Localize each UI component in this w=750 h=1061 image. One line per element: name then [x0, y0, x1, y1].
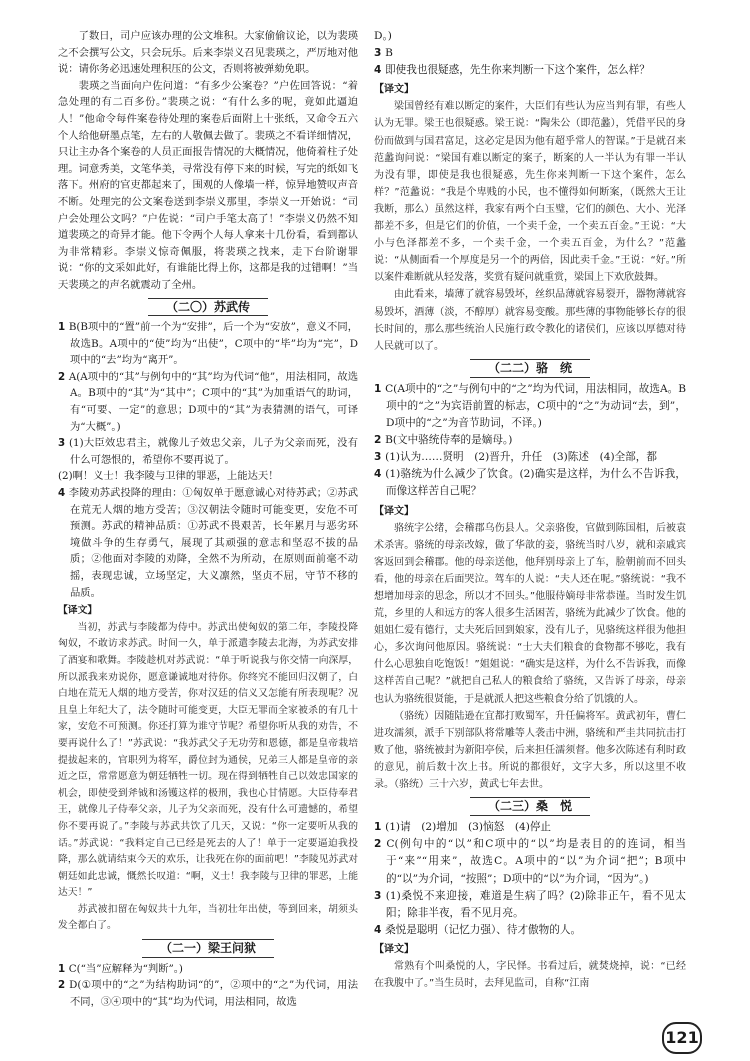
translation-label: 【译文】: [374, 505, 414, 517]
page-number: 121: [662, 1022, 702, 1054]
answer-item: 1 C(A项中的“之”与例句中的“之”均为代词，用法相同，故选A。B项中的“之”为宾语前置的标志，C项中的“之”为动词“去，到”，D项中的“之”为音节助词，不译。): [374, 382, 686, 430]
left-column: [58, 28, 358, 1010]
answer-item: 1 (1)请 (2)增加 (3)恼怒 (4)停止: [374, 821, 552, 834]
answer-item: 1 B(B项中的“置”前一个为“安排”，后一个为“安放”，意义不同，故选B。A项中的“使”均为“出使”，C项中的“毕”均为“完”，D项中的“去”均为“离开”。: [58, 321, 359, 367]
answer-item: 4 即使我也很疑惑，先生你来判断一下这个案件，怎么样？: [374, 64, 650, 77]
answer-item: 4 桑悦是聪明（记忆力强）、待才傲物的人。: [374, 923, 582, 936]
translation-label: 【译文】: [374, 943, 414, 955]
answer-item: 4 李陵劝苏武投降的理由：①匈奴单于愿意诚心对待苏武；②苏武在荒无人烟的地方受苦；③汉朝法令随时可能变更，安危不可预测。苏武的精神品质：①苏武不畏艰苦，长年累月与恶劣环境做斗争的生存勇气，展现了其顽强的意志和坚忍不拔的品质；②他面对李陵的劝降，全然不为所动，在原则面前毫不动摇，表现忠诚，立场坚定，大义凛然，坚贞不屈，守节不移的品质。: [58, 487, 359, 599]
paragraph: 了数日，司户应该办理的公文堆积。大家偷偷议论，以为裴瑛之不会撰写公文，只会玩乐。后来李崇义召见裴瑛之，严厉地对他说：请你务必迅速处理积压的公文，否则将被弹劾免职。: [58, 30, 358, 76]
section-title: （二三）桑 悦: [374, 797, 686, 816]
translation-text: 由此看来，墙薄了就容易毁坏，丝织品薄就容易裂开，器物薄就容易毁坏，酒薄（淡，不醇厚）就容易变酸。那些薄的事物能够长存的很长时间的，那么那些统治人民施行政令教化的诸侯们，应该以厚德对待人民就可以了。: [374, 289, 686, 352]
translation-label: 【译文】: [374, 84, 414, 96]
answer-item: 2 A(A项中的“其”与例句中的“其”均为代词“他”，用法相同，故选A。B项中的“其”为“其中”；C项中的“其”为加重语气的助词，有“可要、一定”的意思；D项中的“其”为表猜测的语气，可译为“大概”。): [58, 370, 359, 433]
paragraph: D。): [374, 30, 392, 42]
answer-item: 4 (1)骆统为什么减少了饮食。(2)确实是这样，为什么不告诉我，而像这样苦自己呢？: [374, 468, 687, 498]
answer-item: (2)啊！义士！我李陵与卫律的罪恶，上能达天！: [58, 470, 279, 483]
translation-text: （骆统）因随陆逊在宜都打败蜀军，升任偏将军。黄武初年，曹仁进攻濡须，派手下别部队将常雕等人袭击中洲，骆统和严圭共同抗击打败了他，骆统被封为新阳亭侯，后来担任濡须督。他多次陈述有利时政的意见，前后数十次上书。所说的都很好，文字大多，所以这里不收录。（骆统）三十六岁，黄武七年去世。: [374, 710, 686, 791]
answer-item: 3 (1)认为……贤明 (2)晋升，升任 (3)陈述 (4)全部，都: [374, 451, 657, 464]
section-title: （二〇）苏武传: [58, 298, 358, 317]
translation-text: 骆统字公绪，会稽郡乌伤县人。父亲骆俊，官做到陈国相，后被袁术杀害。骆统的母亲改嫁，做了华歆的妾，骆统当时八岁，就和亲戚宾客返回到会稽郡。他的母亲送他，他拜别母亲上了车，脸朝前而不回头看，他的母亲在后面哭泣。驾车的人说：“夫人还在呢。”骆统说：“我不想增加母亲的思念，所以才不回头。”他服侍嫡母非常恭谨。当时发生饥荒，乡里的人和远方的客人很多生活困苦，骆统为此减少了饮食。他的姐姐仁爱有德行，丈夫死后回到娘家，没有儿子，见骆统这样很为他担心，多次询问他原因。骆统说：“士大夫们粮食的食物都不够吃，我有什么心思独自吃饱饭！”姐姐说：“确实是这样，为什么不告诉我，而像这样苦自己呢？”就把自己私人的粮食给了骆统，又告诉了母亲，母亲也认为骆统很贤能，于是就派人把这些粮食分给了饥饿的人。: [374, 522, 686, 705]
section-title: （二二）骆 统: [374, 359, 686, 378]
right-column: [374, 28, 686, 992]
answer-item: 1 C(“当”应解释为“判断”。): [58, 962, 183, 975]
answer-item: 3 B: [374, 47, 393, 60]
translation-text: 苏武被扣留在匈奴共十九年，当初壮年出使，等到回来，胡须头发全都白了。: [58, 903, 358, 932]
translation-text: 常熟有个叫桑悦的人，字民怿。书看过后，就焚烧掉，说：“已经在我腹中了。”当生员时，去拜见监司，自称“江南: [374, 960, 686, 990]
answer-item: 2 C(例句中的“以”和C项中的“以”均是表目的的连词，相当于“来”“用来”，故选C。A项中的“以”为介词“把”；B项中的“以”为介词，“按照”；D项中的“以”为介词，“因为”。): [374, 838, 686, 885]
translation-label: 【译文】: [58, 605, 98, 617]
section-title: （二一）梁王问狱: [58, 939, 358, 958]
translation-text: 当初，苏武与李陵都为侍中。苏武出使匈奴的第二年，李陵投降匈奴，不敢访求苏武。时间一久，单于派遣李陵去北海，为苏武安排了酒宴和歌舞。李陵趁机对苏武说：“单于听说我与你交情一向深厚，所以派我来劝说你，愿意谦诚地对待你。你终究不能回归汉朝了，白白地在荒无人烟的地方受苦，你对汉廷的信义又怎能有所表现呢？况且皇上年纪大了，法令随时可能变更，大臣无罪而全家被杀的有几十家，安危不可预测。你还打算为谁守节呢？希望你听从我的劝告，不要再说什么了！”苏武说：“我苏武父子无功劳和恩德，都是皇帝栽培提拔起来的，官职列为将军，爵位封为通侯，兄弟三人都是皇帝的亲近之臣，常常愿意为朝廷牺牲一切。现在得到牺牲自己以效忠国家的机会，即使受到斧钺和汤镬这样的极刑，我也心甘情愿。大臣侍奉君王，就像儿子侍奉父亲，儿子为父亲而死，没有什么可遗憾的，希望你不要再说了。”李陵与苏武共饮了几天，又说：“你一定要听从我的话。”苏武说：“我料定自己已经是死去的人了！单于一定要逼迫我投降，那么就请结束今天的欢乐，让我死在你的面前吧！”李陵见苏武对朝廷如此忠诚，慨然长叹道：“啊，义士！我李陵与卫律的罪恶，上能达天！”: [58, 621, 358, 899]
paragraph: 裴瑛之当面向户佐问道：“有多少公案卷？”户佐回答说：“着急处理的有二百多份。”裴瑛之说：“有什么多的呢，竟如此逼迫人！”他命令每件案卷待处理的案卷后面附上十张纸，又命令五六个人给他研墨点笔，左右的人敬佩去做了。裴瑛之不看详细情况，只让主办各个案卷的人员正面报告情况的大概情况，他倚着柱子处理。词意秀美，文笔华美，寻常没有停下来的时候，写完的纸如飞落下。州府的官吏都起来了，围观的人像墙一样，惊异地赞叹声音不断。处理完的公文案卷送到李崇义那里，李崇义一开始说：“司户会处理公文吗？”户佐说：“司户手笔太高了！”李崇义仍然不知道裴瑛之的奇异才能。他下令两个人每人拿来十几份看，看到都认为非常精彩。李崇义惊奇佩服，将裴瑛之找来，走下台阶谢罪说：“你的文采如此好，有谁能比得上你，这都是我的过错啊！”当天裴瑛之的声名就震动了全州。: [58, 79, 358, 291]
translation-text: 梁国曾经有难以断定的案件，大臣们有些认为应当判有罪，有些人认为无罪。梁王也很疑惑。梁王说：“陶朱公（即范蠡），凭借平民的身份而做到与国君富足，这必定是因为他有超乎常人的智谋。”于是就召来范蠡询问说：“梁国有难以断定的案子，断案的人一半认为有罪一半认为没有罪，即使是我也很疑惑，先生你来判断一下这个案件，怎么样？”范蠡说：“我是个卑贱的小民，也不懂得如何断案，（既然大王让我断，那么）虽然这样，我家有两个白玉璧，它们的颜色、大小、光泽都差不多，但是它们的价值，一个卖千金，一个卖五百金。”王说：“大小与色泽都差不多，一个卖千金，一个卖五百金，为什么？”范蠡说：“从侧面看一个厚度是另一个的两倍，因此卖千金。”王说：“好。”所以案件难断就从轻发落，奖赏有疑问就重赏，梁国上下欢欣鼓舞。: [374, 101, 686, 284]
answer-item: 3 (1)桑悦不来迎接，难道是生病了吗？(2)除非正午，看不见太阳；除非半夜，看不见月亮。: [374, 889, 686, 919]
answer-item: 2 B(文中骆统侍奉的是嫡母。): [374, 434, 513, 447]
answer-item: 2 D(①项中的“之”为结构助词“的”，②项中的“之”为代词，用法不同，③④项中的“其”均为代词，用法相同，故选: [58, 979, 359, 1008]
answer-item: 3 (1)大臣效忠君主，就像儿子效忠父亲，儿子为父亲而死，没有什么可怨恨的，希望你不要再说了。: [58, 437, 358, 466]
